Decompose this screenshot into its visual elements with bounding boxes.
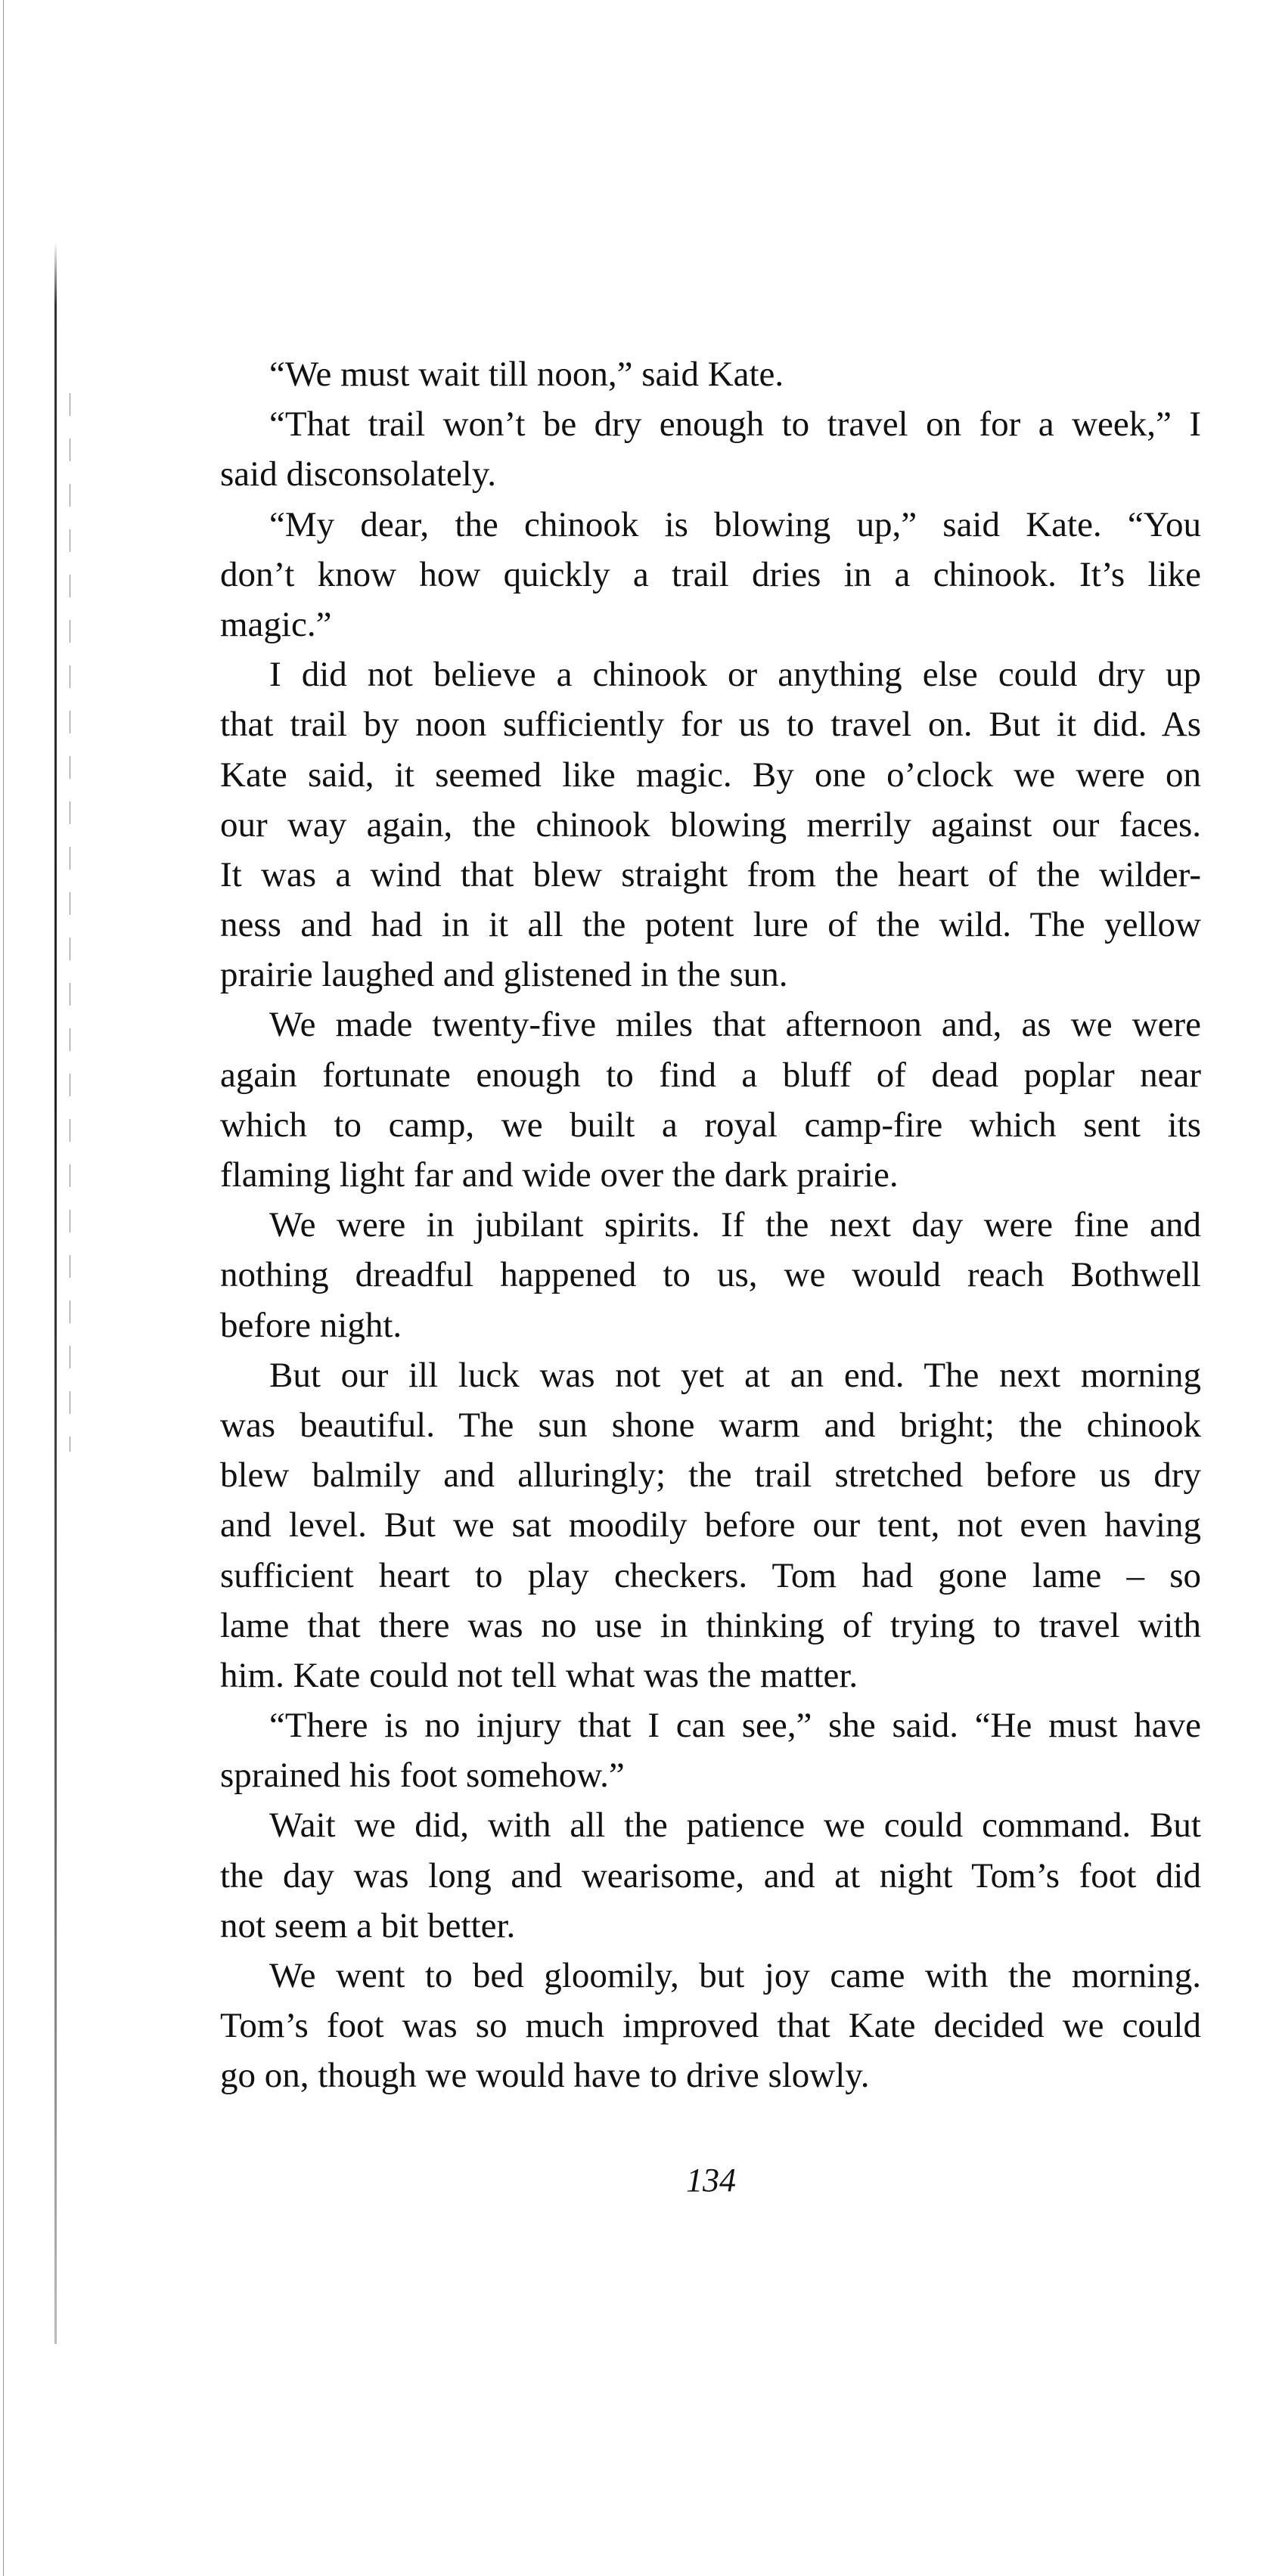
text-line: We went to bed gloomily, but joy came with the morning. (269, 1956, 1201, 1995)
text-line: It was a wind that blew straight from the heart of the wilder- (220, 854, 1201, 894)
paragraph (220, 1800, 1201, 1951)
text-line: and level. But we sat moodily before our tent, not even having (220, 1505, 1201, 1545)
paragraph (220, 1350, 1201, 1700)
text-line: nothing dreadful happened to us, we would reach Bothwell (220, 1255, 1201, 1295)
text-line: Kate said, it seemed like magic. By one o’clock we were on (220, 755, 1201, 795)
paragraph (220, 1000, 1201, 1200)
text-line: don’t know how quickly a trail dries in a chinook. It’s like (220, 554, 1201, 594)
text-line: We were in jubilant spirits. If the next day were fine and (269, 1205, 1201, 1245)
paragraph (220, 500, 1201, 650)
text-line: Wait we did, with all the patience we could command. But (269, 1806, 1201, 1846)
text-line: again fortunate enough to find a bluff of dead poplar near (220, 1055, 1201, 1095)
text-line: before night. (220, 1305, 402, 1345)
text-line: I did not believe a chinook or anything else could dry up (269, 655, 1201, 695)
text-line: prairie laughed and glistened in the sun. (220, 955, 788, 995)
text-line: said disconsolately. (220, 454, 497, 494)
text-line: sprained his foot somehow.” (220, 1756, 625, 1796)
paragraph (220, 1951, 1201, 2101)
text-line: was beautiful. The sun shone warm and bright; the chinook (220, 1405, 1201, 1445)
page-number: 134 (686, 2162, 736, 2199)
text-line: which to camp, we built a royal camp-fire which sent its (220, 1105, 1201, 1145)
text-line: But our ill luck was not yet at an end. The next morning (269, 1355, 1201, 1395)
paragraph (220, 1200, 1201, 1350)
book-gutter-shadow (54, 242, 57, 2344)
text-line: the day was long and wearisome, and at night Tom’s foot did (220, 1855, 1201, 1896)
text-line: magic.” (220, 604, 332, 644)
text-line: go on, though we would have to drive slowly. (220, 2056, 870, 2096)
paragraph (220, 1700, 1201, 1800)
paragraph (220, 349, 1201, 399)
text-line: ness and had in it all the potent lure of the wild. The yellow (220, 905, 1201, 945)
text-line: blew balmily and alluringly; the trail stretched before us dry (220, 1455, 1201, 1496)
text-line: not seem a bit better. (220, 1905, 516, 1945)
text-line: lame that there was no use in thinking of trying to travel with (220, 1605, 1201, 1645)
text-line: flaming light far and wide over the dark prairie. (220, 1155, 899, 1195)
paragraph (220, 399, 1201, 499)
body-text (220, 349, 1201, 2101)
text-line: that trail by noon sufficiently for us to travel on. But it did. As (220, 705, 1201, 745)
text-line: “My dear, the chinook is blowing up,” said Kate. “You (269, 504, 1201, 544)
text-line: sufficient heart to play checkers. Tom had gone lame – so (220, 1555, 1201, 1595)
text-line: Tom’s foot was so much improved that Kate decided we could (220, 2006, 1201, 2046)
text-line: “We must wait till noon,” said Kate. (269, 355, 784, 394)
text-line: “There is no injury that I can see,” she said. “He must have (269, 1706, 1201, 1746)
text-line: We made twenty-five miles that afternoon and, as we were (269, 1005, 1201, 1045)
text-line: our way again, the chinook blowing merrily against our faces. (220, 804, 1201, 845)
text-line: “That trail won’t be dry enough to travel on for a week,” I (269, 405, 1201, 445)
paragraph (220, 649, 1201, 1000)
text-line: him. Kate could not tell what was the matter. (220, 1655, 858, 1695)
